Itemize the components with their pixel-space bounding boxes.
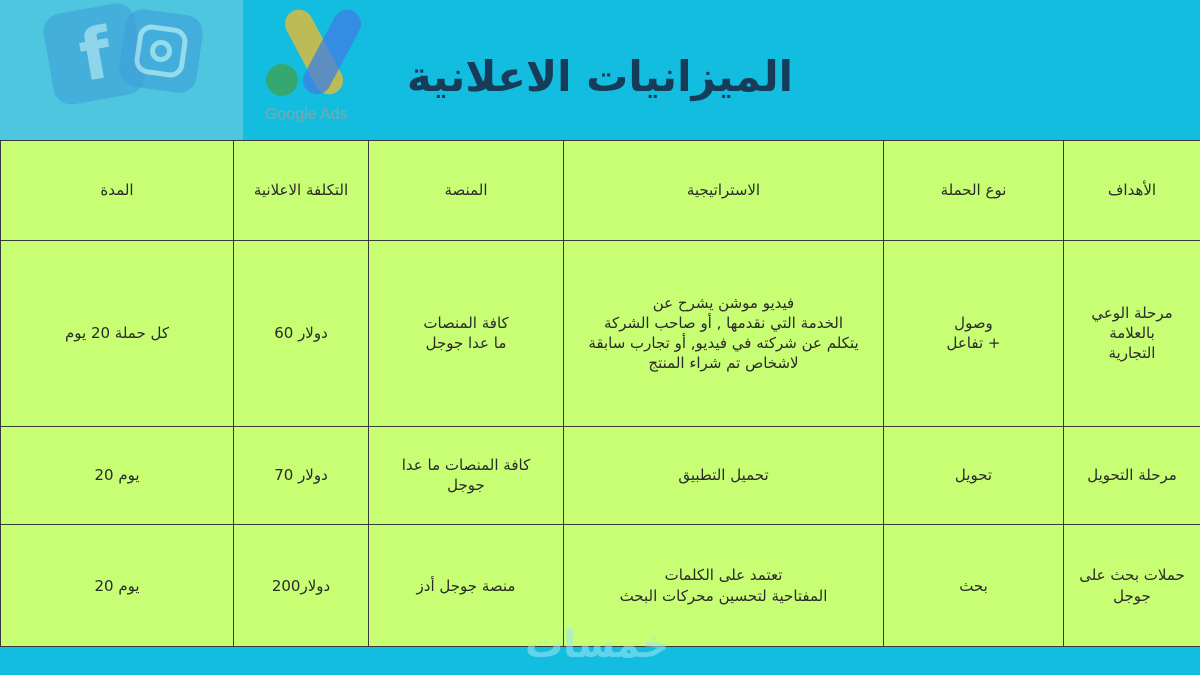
cell-campaign-type: تحويل (884, 426, 1064, 525)
cell-duration: يوم 20 (1, 426, 234, 525)
facebook-icon: f (41, 1, 148, 108)
cell-strategy: تعتمد على الكلمات المفتاحية لتحسين محركات البحث (564, 525, 884, 647)
cell-duration: يوم 20 (1, 525, 234, 647)
header-duration: المدة (1, 141, 234, 241)
cell-goal: مرحلة الوعي بالعلامة التجارية (1064, 240, 1200, 426)
header-platform: المنصة (369, 141, 564, 241)
cell-goal: مرحلة التحويل (1064, 426, 1200, 525)
khamsat-watermark: خمسات (525, 622, 669, 666)
table-row (1, 426, 1200, 525)
cell-goal: حملات بحث على جوجل (1064, 525, 1200, 647)
cell-platform: كافة المنصات ما عدا جوجل (369, 240, 564, 426)
social-logos-panel (0, 0, 243, 140)
cell-cost: دولار 60 (234, 240, 369, 426)
instagram-icon (117, 7, 205, 95)
header-goals: الأهداف (1064, 141, 1200, 241)
cell-platform: كافة المنصات ما عدا جوجل (369, 426, 564, 525)
cell-campaign-type: بحث (884, 525, 1064, 647)
table-header-row (1, 141, 1200, 241)
cell-cost: دولار200 (234, 525, 369, 647)
cell-strategy: فيديو موشن يشرح عن الخدمة التي نقدمها , أو صاحب الشركة يتكلم عن شركته في فيديو, أو تجارب سابقة لاشخاص تم شراء المنتج (564, 240, 884, 426)
google-ads-label: Google Ads (265, 106, 348, 123)
cell-campaign-type: وصول + تفاعل (884, 240, 1064, 426)
page-title: الميزانيات الاعلانية (406, 52, 794, 101)
cell-duration: كل حملة 20 يوم (1, 240, 234, 426)
budget-table (0, 140, 1200, 647)
cell-cost: دولار 70 (234, 426, 369, 525)
header-campaign-type: نوع الحملة (884, 141, 1064, 241)
cell-platform: منصة جوجل أدز (369, 525, 564, 647)
header-cost: التكلفة الاعلانية (234, 141, 369, 241)
cell-strategy: تحميل التطبيق (564, 426, 884, 525)
header-strategy: الاستراتيجية (564, 141, 884, 241)
table-row (1, 240, 1200, 426)
